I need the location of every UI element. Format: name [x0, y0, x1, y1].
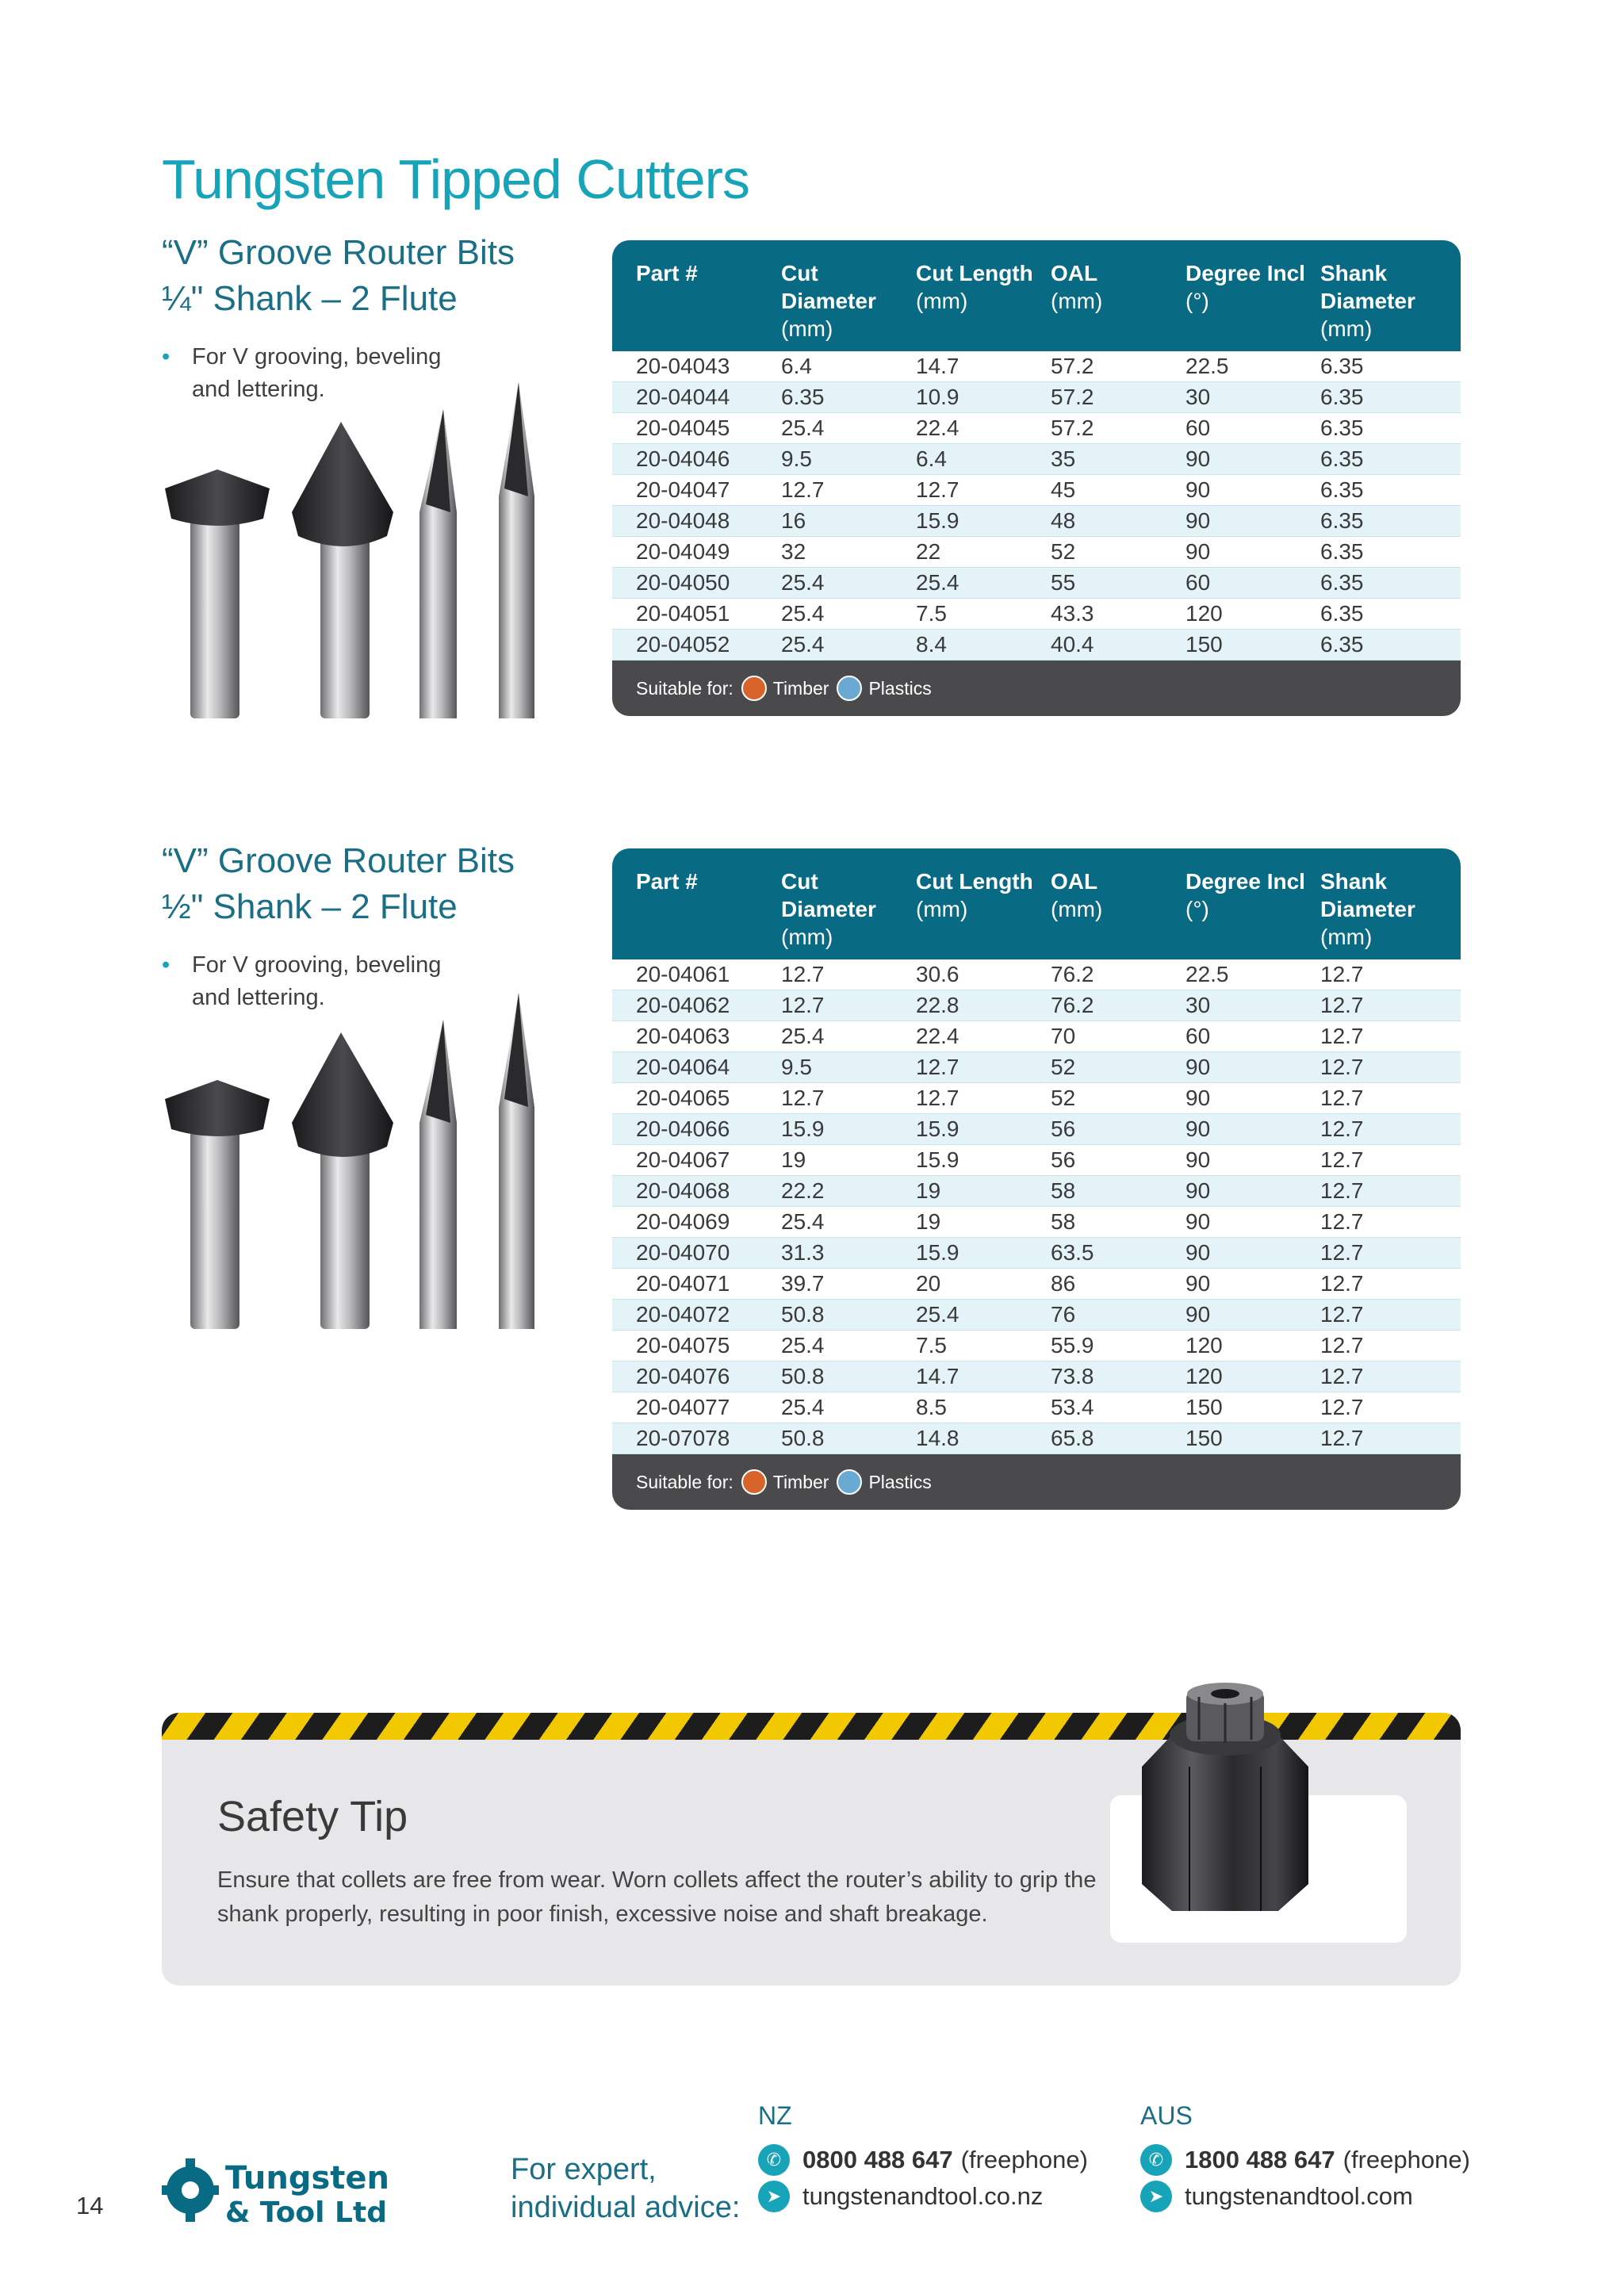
router-bits-image: [162, 988, 590, 1337]
safety-tip-text: Ensure that collets are free from wear. Worn collets affect the router’s ability to grip the shank properly, resulting in poor finish, excessive noise and shaft breakage.: [217, 1867, 1097, 1927]
table-cell: 22.4: [916, 1024, 959, 1048]
table-cell: 7.5: [916, 601, 947, 626]
table-cell: 90: [1185, 446, 1211, 471]
table-cell: 22: [916, 539, 941, 564]
table-cell: 6.35: [1320, 632, 1364, 657]
part-number-cell: 20-04048: [636, 508, 730, 533]
table-row: [612, 1114, 1461, 1145]
part-number-cell: 20-04046: [636, 446, 730, 471]
table-cell: 76.2: [1051, 993, 1094, 1017]
table-cell: 19: [781, 1147, 806, 1172]
table-cell: 56: [1051, 1147, 1076, 1172]
table-cell: 120: [1185, 601, 1223, 626]
part-number-cell: 20-04064: [636, 1055, 730, 1079]
table-cell: 12.7: [1320, 1209, 1364, 1234]
part-number-cell: 20-04047: [636, 477, 730, 502]
part-number-cell: 20-04070: [636, 1240, 730, 1265]
part-number-cell: 20-04062: [636, 993, 730, 1017]
table-cell: 12.7: [916, 1055, 959, 1079]
part-number-cell: 20-04061: [636, 962, 730, 986]
table-cell: 25.4: [781, 632, 825, 657]
table-cell: 6.35: [1320, 601, 1364, 626]
table-cell: 25.4: [781, 601, 825, 626]
table-cell: 14.7: [916, 1364, 959, 1388]
table-cell: 12.7: [1320, 962, 1364, 986]
table-cell: 56: [1051, 1116, 1076, 1141]
table-row: [612, 599, 1461, 630]
table-cell: 120: [1185, 1333, 1223, 1358]
phone-icon: ✆: [758, 2144, 790, 2176]
table-cell: 52: [1051, 1055, 1076, 1079]
page-number: 14: [76, 2192, 104, 2219]
table-cell: 150: [1185, 1426, 1223, 1450]
table-row: [612, 1207, 1461, 1238]
nz-website-link[interactable]: [758, 2181, 1043, 2212]
table-cell: 90: [1185, 1302, 1211, 1327]
table-row: [612, 568, 1461, 599]
table-cell: 12.7: [1320, 1147, 1364, 1172]
table-cell: 15.9: [781, 1116, 825, 1141]
send-icon: ➤: [1140, 2181, 1172, 2212]
table-cell: 12.7: [1320, 1333, 1364, 1358]
table-row: [612, 537, 1461, 568]
part-number-cell: 20-04067: [636, 1147, 730, 1172]
section-heading-quarter-shank: [162, 230, 515, 322]
table-cell: 6.35: [1320, 477, 1364, 502]
part-number-cell: 20-04075: [636, 1333, 730, 1358]
plastics-swatch-icon: [837, 676, 862, 701]
table-row: [612, 1361, 1461, 1392]
table-cell: 90: [1185, 1271, 1211, 1296]
table-cell: 9.5: [781, 1055, 812, 1079]
table-cell: 40.4: [1051, 632, 1094, 657]
table-cell: 25.4: [781, 1209, 825, 1234]
table-cell: 25.4: [916, 1302, 959, 1327]
table-cell: 150: [1185, 632, 1223, 657]
advice-line1: For expert,: [511, 2153, 657, 2186]
suitable-for-bar: [612, 661, 1461, 716]
table-cell: 43.3: [1051, 601, 1094, 626]
table-cell: 12.7: [1320, 1240, 1364, 1265]
safety-tip-title: Safety Tip: [217, 1793, 408, 1840]
column-header: OAL (mm): [1051, 869, 1103, 921]
table-cell: 12.7: [916, 477, 959, 502]
table-cell: 6.35: [1320, 539, 1364, 564]
feature-bullet-text: For V grooving, beveling and lettering.: [192, 344, 442, 402]
table-cell: 50.8: [781, 1364, 825, 1388]
section-heading-half-shank: [162, 838, 515, 930]
table-cell: 90: [1185, 1086, 1211, 1110]
part-number-cell: 20-04069: [636, 1209, 730, 1234]
table-cell: 150: [1185, 1395, 1223, 1419]
table-cell: 22.2: [781, 1178, 825, 1203]
table-cell: 12.7: [781, 1086, 825, 1110]
table-cell: 45: [1051, 477, 1076, 502]
table-cell: 52: [1051, 1086, 1076, 1110]
part-number-cell: 20-04045: [636, 416, 730, 440]
page-title: Tungsten Tipped Cutters: [162, 148, 749, 210]
table-cell: 6.35: [1320, 416, 1364, 440]
table-cell: 55.9: [1051, 1333, 1094, 1358]
table-cell: 12.7: [1320, 1055, 1364, 1079]
table-cell: 8.5: [916, 1395, 947, 1419]
table-cell: 90: [1185, 508, 1211, 533]
table-header: [612, 240, 1461, 351]
aus-phone[interactable]: [1140, 2144, 1470, 2176]
table-row: [612, 444, 1461, 475]
table-cell: 6.4: [781, 354, 812, 378]
table-cell: 9.5: [781, 446, 812, 471]
collet-nut-image: [1134, 1679, 1316, 1917]
plastics-swatch-icon: [837, 1469, 862, 1495]
table-cell: 19: [916, 1178, 941, 1203]
table-cell: 65.8: [1051, 1426, 1094, 1450]
region-label-aus: AUS: [1140, 2101, 1193, 2130]
table-cell: 63.5: [1051, 1240, 1094, 1265]
table-cell: 19: [916, 1209, 941, 1234]
table-row: [612, 1300, 1461, 1331]
table-cell: 86: [1051, 1271, 1076, 1296]
part-number-cell: 20-04072: [636, 1302, 730, 1327]
table-cell: 12.7: [781, 962, 825, 986]
column-header: Cut Diameter (mm): [781, 869, 876, 949]
bullet-dot-icon: •: [162, 952, 170, 978]
table-cell: 12.7: [781, 477, 825, 502]
column-header: OAL (mm): [1051, 261, 1103, 313]
aus-website-link[interactable]: [1140, 2181, 1413, 2212]
table-cell: 30: [1185, 385, 1211, 409]
table-cell: 53.4: [1051, 1395, 1094, 1419]
table-cell: 57.2: [1051, 385, 1094, 409]
table-cell: 12.7: [1320, 1426, 1364, 1450]
table-row: [612, 990, 1461, 1021]
logo-line1: Tungsten: [225, 2160, 390, 2196]
spec-table-quarter-shank: [612, 240, 1461, 716]
table-cell: 58: [1051, 1178, 1076, 1203]
table-cell: 12.7: [1320, 1271, 1364, 1296]
material-timber: Timber: [772, 677, 829, 699]
part-number-cell: 20-07078: [636, 1426, 730, 1450]
column-header: Cut Diameter (mm): [781, 261, 876, 341]
table-cell: 50.8: [781, 1302, 825, 1327]
nz-phone-number: 0800 488 647: [802, 2146, 953, 2173]
part-number-cell: 20-04049: [636, 539, 730, 564]
table-row: [612, 1392, 1461, 1423]
feature-bullet-text: For V grooving, beveling and lettering.: [192, 952, 442, 1010]
material-plastics: Plastics: [868, 1471, 932, 1492]
table-cell: 22.8: [916, 993, 959, 1017]
table-cell: 57.2: [1051, 416, 1094, 440]
table-cell: 57.2: [1051, 354, 1094, 378]
table-cell: 6.35: [1320, 508, 1364, 533]
table-cell: 6.35: [1320, 354, 1364, 378]
section-heading-line2: ½" Shank – 2 Flute: [162, 887, 458, 926]
table-cell: 90: [1185, 1055, 1211, 1079]
table-cell: 70: [1051, 1024, 1076, 1048]
table-cell: 90: [1185, 539, 1211, 564]
table-cell: 55: [1051, 570, 1076, 595]
table-cell: 12.7: [1320, 993, 1364, 1017]
table-row: [612, 1423, 1461, 1454]
material-plastics: Plastics: [868, 677, 932, 699]
table-cell: 6.35: [1320, 385, 1364, 409]
timber-swatch-icon: [741, 676, 767, 701]
table-cell: 52: [1051, 539, 1076, 564]
table-cell: 20: [916, 1271, 941, 1296]
table-cell: 12.7: [1320, 1178, 1364, 1203]
table-cell: 10.9: [916, 385, 959, 409]
table-cell: 30.6: [916, 962, 959, 986]
table-row: [612, 1021, 1461, 1052]
table-cell: 120: [1185, 1364, 1223, 1388]
table-cell: 12.7: [1320, 1024, 1364, 1048]
table-cell: 25.4: [781, 1333, 825, 1358]
table-cell: 30: [1185, 993, 1211, 1017]
table-row: [612, 1331, 1461, 1361]
table-cell: 76.2: [1051, 962, 1094, 986]
part-number-cell: 20-04043: [636, 354, 730, 378]
part-number-cell: 20-04051: [636, 601, 730, 626]
table-row: [612, 382, 1461, 413]
table-cell: 22.5: [1185, 962, 1229, 986]
table-row: [612, 630, 1461, 661]
bullet-dot-icon: •: [162, 344, 170, 370]
aus-phone-number: 1800 488 647: [1185, 2146, 1335, 2173]
table-cell: 6.4: [916, 446, 947, 471]
part-number-cell: 20-04050: [636, 570, 730, 595]
table-cell: 12.7: [781, 993, 825, 1017]
table-cell: 6.35: [781, 385, 825, 409]
part-number-cell: 20-04071: [636, 1271, 730, 1296]
table-cell: 12.7: [1320, 1395, 1364, 1419]
table-row: [612, 413, 1461, 444]
table-header: [612, 848, 1461, 959]
part-number-cell: 20-04063: [636, 1024, 730, 1048]
table-cell: 12.7: [916, 1086, 959, 1110]
table-cell: 60: [1185, 416, 1211, 440]
part-number-cell: 20-04076: [636, 1364, 730, 1388]
table-cell: 25.4: [781, 1024, 825, 1048]
table-cell: 15.9: [916, 1240, 959, 1265]
table-cell: 76: [1051, 1302, 1076, 1327]
table-cell: 50.8: [781, 1426, 825, 1450]
table-cell: 90: [1185, 1240, 1211, 1265]
table-cell: 48: [1051, 508, 1076, 533]
table-cell: 90: [1185, 1178, 1211, 1203]
table-cell: 32: [781, 539, 806, 564]
table-cell: 12.7: [1320, 1116, 1364, 1141]
column-header: Degree Incl (°): [1185, 261, 1305, 313]
part-number-cell: 20-04052: [636, 632, 730, 657]
table-row: [612, 959, 1461, 990]
nz-website: tungstenandtool.co.nz: [802, 2182, 1044, 2210]
router-bits-image: [162, 377, 590, 726]
table-cell: 8.4: [916, 632, 947, 657]
table-cell: 31.3: [781, 1240, 825, 1265]
logo-line2: & Tool Ltd: [225, 2196, 387, 2227]
nz-phone[interactable]: [758, 2144, 1088, 2176]
table-row: [612, 1145, 1461, 1176]
table-cell: 35: [1051, 446, 1076, 471]
table-row: [612, 1269, 1461, 1300]
part-number-cell: 20-04044: [636, 385, 730, 409]
timber-swatch-icon: [741, 1469, 767, 1495]
table-cell: 15.9: [916, 1147, 959, 1172]
table-cell: 14.7: [916, 354, 959, 378]
region-label-nz: NZ: [758, 2101, 792, 2130]
material-timber: Timber: [772, 1471, 829, 1492]
table-cell: 6.35: [1320, 570, 1364, 595]
table-cell: 25.4: [781, 416, 825, 440]
table-cell: 15.9: [916, 1116, 959, 1141]
table-cell: 90: [1185, 1147, 1211, 1172]
table-cell: 60: [1185, 570, 1211, 595]
table-cell: 7.5: [916, 1333, 947, 1358]
part-number-cell: 20-04077: [636, 1395, 730, 1419]
table-row: [612, 351, 1461, 382]
column-header: Shank Diameter (mm): [1320, 261, 1415, 341]
table-cell: 15.9: [916, 508, 959, 533]
table-row: [612, 1083, 1461, 1114]
table-body: [612, 351, 1461, 661]
column-header: Part #: [636, 869, 698, 894]
column-header: Part #: [636, 261, 698, 285]
table-cell: 12.7: [1320, 1364, 1364, 1388]
section-heading-line2: ¼" Shank – 2 Flute: [162, 279, 458, 318]
table-body: [612, 959, 1461, 1454]
table-cell: 25.4: [781, 570, 825, 595]
aus-website: tungstenandtool.com: [1185, 2182, 1413, 2210]
table-cell: 73.8: [1051, 1364, 1094, 1388]
company-logo: [162, 2155, 431, 2227]
table-cell: 22.5: [1185, 354, 1229, 378]
table-cell: 6.35: [1320, 446, 1364, 471]
suitable-for-label: Suitable for:: [636, 1471, 733, 1492]
column-header: Cut Length (mm): [916, 869, 1033, 921]
table-cell: 60: [1185, 1024, 1211, 1048]
advice-text: [511, 2150, 740, 2227]
table-cell: 16: [781, 508, 806, 533]
table-row: [612, 1176, 1461, 1207]
table-cell: 12.7: [1320, 1086, 1364, 1110]
table-cell: 14.8: [916, 1426, 959, 1450]
column-header: Degree Incl (°): [1185, 869, 1305, 921]
part-number-cell: 20-04066: [636, 1116, 730, 1141]
table-cell: 25.4: [781, 1395, 825, 1419]
part-number-cell: 20-04068: [636, 1178, 730, 1203]
table-row: [612, 475, 1461, 506]
advice-line2: individual advice:: [511, 2191, 741, 2224]
part-number-cell: 20-04065: [636, 1086, 730, 1110]
spec-table-half-shank: [612, 848, 1461, 1510]
suitable-for-bar: [612, 1454, 1461, 1510]
table-row: [612, 1052, 1461, 1083]
table-cell: 58: [1051, 1209, 1076, 1234]
table-cell: 90: [1185, 1209, 1211, 1234]
table-row: [612, 1238, 1461, 1269]
suitable-for-label: Suitable for:: [636, 677, 733, 699]
table-cell: 12.7: [1320, 1302, 1364, 1327]
nz-phone-note: (freephone): [960, 2146, 1088, 2173]
send-icon: ➤: [758, 2181, 790, 2212]
table-cell: 22.4: [916, 416, 959, 440]
table-cell: 39.7: [781, 1271, 825, 1296]
column-header: Cut Length (mm): [916, 261, 1033, 313]
table-cell: 90: [1185, 1116, 1211, 1141]
section-heading-line1: “V” Groove Router Bits: [162, 233, 515, 272]
table-cell: 25.4: [916, 570, 959, 595]
table-cell: 90: [1185, 477, 1211, 502]
aus-phone-note: (freephone): [1342, 2146, 1470, 2173]
phone-icon: ✆: [1140, 2144, 1172, 2176]
table-row: [612, 506, 1461, 537]
column-header: Shank Diameter (mm): [1320, 869, 1415, 949]
section-heading-line1: “V” Groove Router Bits: [162, 841, 515, 880]
